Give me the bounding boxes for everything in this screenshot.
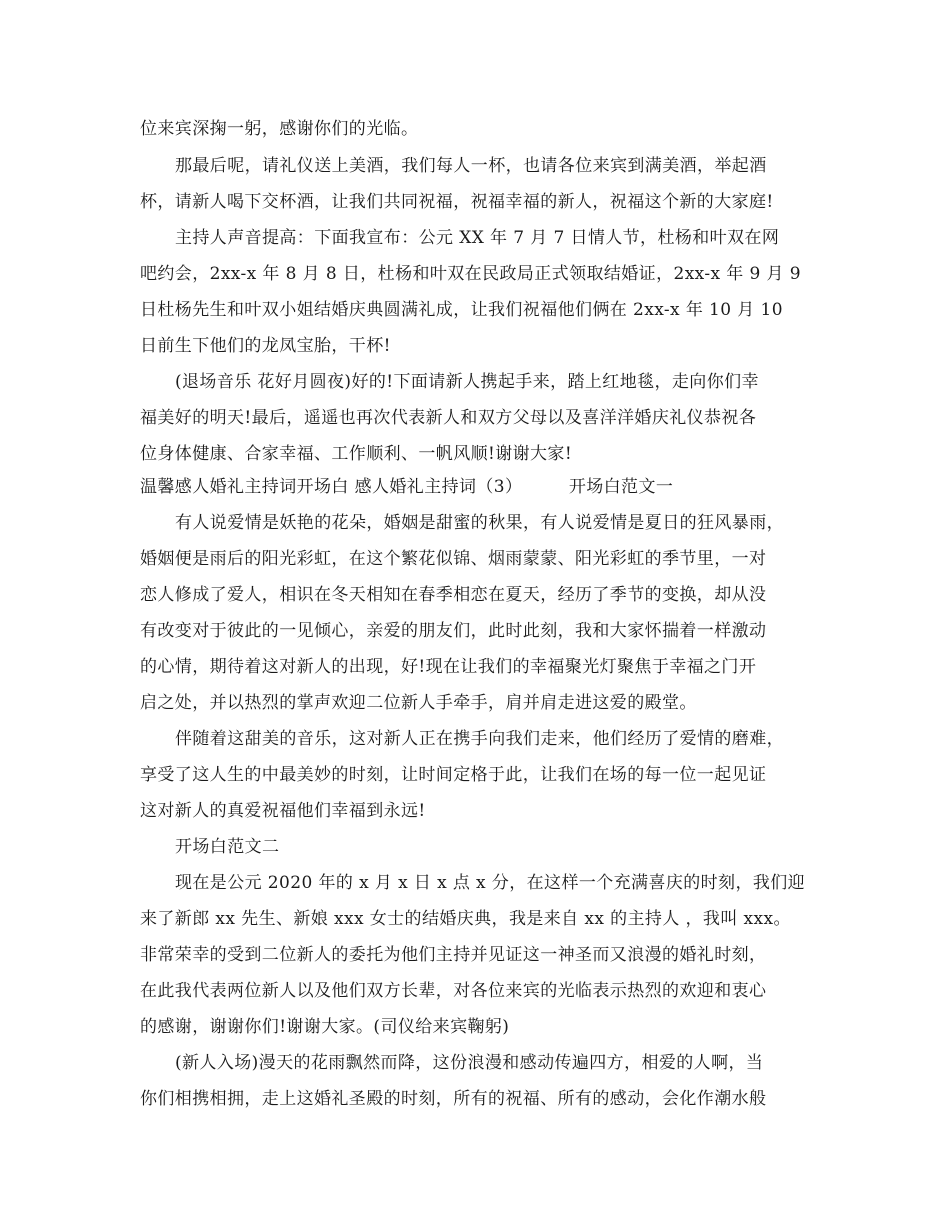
text-line: 位身体健康、合家幸福、工作顺利、一帆风顺!谢谢大家! (140, 444, 573, 464)
text-line: 的心情，期待着这对新人的出现，好!现在让我们的幸福聚光灯聚焦于幸福之门开 (140, 657, 757, 677)
text-line: 来了新郎 xx 先生、新娘 xxx 女士的结婚庆典，我是来自 xx 的主持人 ，我叫 xxx。 (140, 909, 791, 929)
text-line: 主持人声音提高：下面我宣布：公元 XX 年 7 月 7 日情人节，杜杨和叶双在网 (175, 228, 780, 248)
text-line: 享受了这人生的中最美妙的时刻，让时间定格于此，让我们在场的每一位一起见证 (140, 765, 767, 785)
text-line: 福美好的明天!最后，遥遥也再次代表新人和双方父母以及喜洋洋婚庆礼仪恭祝各 (140, 408, 757, 428)
text-line: 的感谢，谢谢你们!谢谢大家。(司仪给来宾鞠躬) (140, 1017, 510, 1037)
text-line: 婚姻便是雨后的阳光彩虹，在这个繁花似锦、烟雨蒙蒙、阳光彩虹的季节里，一对 (140, 549, 767, 569)
text-line: 杯，请新人喝下交杯酒，让我们共同祝福，祝福幸福的新人，祝福这个新的大家庭! (140, 192, 774, 212)
text-line: 吧约会，2xx-x 年 8 月 8 日，杜杨和叶双在民政局正式领取结婚证，2xx-x 年 9 月 9 (140, 264, 801, 284)
text-line: 日前生下他们的龙凤宝胎，干杯! (140, 336, 391, 356)
text-line: 位来宾深掬一躬，感谢你们的光临。 (140, 119, 419, 139)
section-heading: 温馨感人婚礼主持词开场白 感人婚礼主持词（3） 开场白范文一 (140, 477, 674, 497)
text-line: 启之处，并以热烈的掌声欢迎二位新人手牵手，肩并肩走进这爱的殿堂。 (140, 693, 697, 713)
text-line: (退场音乐 花好月圆夜)好的!下面请新人携起手来，踏上红地毯，走向你们幸 (175, 372, 759, 392)
text-line: 有人说爱情是妖艳的花朵，婚姻是甜蜜的秋果，有人说爱情是夏日的狂风暴雨， (175, 513, 784, 533)
text-line: 伴随着这甜美的音乐，这对新人正在携手向我们走来，他们经历了爱情的磨难， (175, 729, 784, 749)
section-heading: 开场白范文二 (175, 837, 280, 857)
text-line: 现在是公元 2020 年的 x 月 x 日 x 点 x 分，在这样一个充满喜庆的时刻，我们迎 (175, 873, 806, 893)
text-line: 你们相携相拥，走上这婚礼圣殿的时刻，所有的祝福、所有的感动，会化作潮水般 (140, 1089, 767, 1109)
text-line: 日杜杨先生和叶双小姐结婚庆典圆满礼成，让我们祝福他们俩在 2xx-x 年 10 月 10 (140, 300, 783, 320)
text-line: 恋人修成了爱人，相识在冬天相知在春季相恋在夏天，经历了季节的变换，却从没 (140, 585, 767, 605)
text-line: 非常荣幸的受到二位新人的委托为他们主持并见证这一神圣而又浪漫的婚礼时刻， (140, 945, 767, 965)
text-line: (新人入场)漫天的花雨飘然而降，这份浪漫和感动传遍四方，相爱的人啊，当 (175, 1053, 764, 1073)
text-line: 这对新人的真爱祝福他们幸福到永远! (140, 801, 426, 821)
text-line: 在此我代表两位新人以及他们双方长辈，对各位来宾的光临表示热烈的欢迎和衷心 (140, 981, 767, 1001)
text-line: 有改变对于彼此的一见倾心，亲爱的朋友们，此时此刻，我和大家怀揣着一样激动 (140, 621, 767, 641)
text-line: 那最后呢，请礼仪送上美酒，我们每人一杯，也请各位来宾到满美酒，举起酒 (175, 156, 767, 176)
